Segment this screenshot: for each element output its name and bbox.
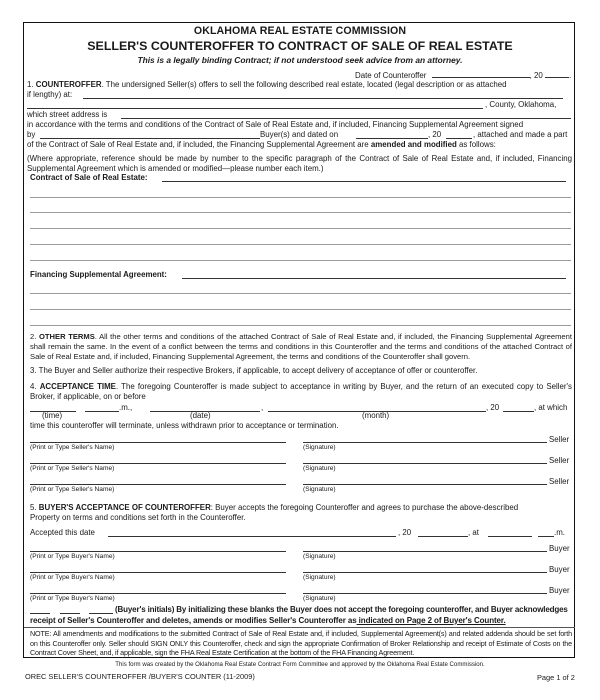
note-divider — [24, 627, 575, 628]
note-text: NOTE: All amendments and modifications to the submitted Contract of Sale of Real Estate and, if included, Supplemental Agreement(s) and related addenda should be set forth on this Counteroffer only. Seller should SIGN ONLY this Counteroffer, check and sign the appropriate Confirmation of Broker Relationship and receipt of Estimate of Costs on the Contract Cover Sheet, and, if applicable, sign the FHA Real Estate Certification at the bottom of the FHA Financing Agreement. — [30, 629, 572, 657]
seller-name-field-2[interactable] — [30, 463, 286, 464]
comma: , — [261, 403, 264, 412]
termination-text: time this counteroffer will terminate, unless withdrawn prior to acceptance or termination. — [30, 421, 339, 430]
year-label: , 20 — [529, 71, 543, 80]
county-label: , County, Oklahoma, — [485, 100, 557, 109]
initials-statement-line2 — [30, 615, 506, 626]
section2-heading: OTHER TERMS — [38, 332, 95, 341]
section4-heading: ACCEPTANCE TIME — [39, 382, 116, 391]
signature-caption: (Signature) — [303, 444, 336, 451]
at-which-label: , at which — [534, 403, 568, 412]
contract-amendment-line-3[interactable] — [30, 228, 571, 229]
date-label: Date of Counteroffer — [355, 71, 427, 80]
street-address-label: which street address is — [27, 110, 108, 119]
buyer-name-field-1[interactable] — [30, 551, 286, 552]
contract-of-sale-field[interactable] — [162, 181, 566, 182]
accepted-year-label: , 20 — [398, 528, 412, 537]
section5-text: : Buyer accepts the foregoing Counteroffer and agrees to purchase the above-described Property on terms and conditions set forth in the Counteroffer. — [30, 503, 519, 522]
financing-amendment-line-1[interactable] — [30, 293, 571, 294]
acceptance-ampm-field[interactable] — [85, 411, 119, 412]
financing-supplemental-label: Financing Supplemental Agreement: — [30, 270, 167, 279]
financing-amendment-line-3[interactable] — [30, 325, 571, 326]
buyers-dated-label: Buyer(s) and dated on — [260, 130, 339, 139]
seller-name-caption: (Print or Type Seller's Name) — [30, 486, 115, 493]
section1-heading: COUNTEROFFER — [35, 80, 102, 89]
accepted-year-field[interactable] — [418, 536, 468, 537]
section3-brokers: 3. The Buyer and Seller authorize their respective Brokers, if applicable, to accept delivery of acceptance of offer or counteroffer. — [30, 366, 478, 375]
contract-year-label: , 20 — [428, 130, 442, 139]
date-of-counteroffer-row: Date of Counteroffer , 20 . — [355, 71, 572, 80]
reference-note: (Where appropriate, reference should be made by number to the specific paragraph of the Contract of Sale of Real Estate and, if included, Financing Supplemental Agreement which is amended or modified—please number each item.) — [27, 154, 572, 173]
contract-date-field[interactable] — [356, 138, 428, 139]
section4-text: . The foregoing Counteroffer is made subject to acceptance in writing by Buyer, and the return of an executed copy to Seller's Broker, if applicable, on or before — [30, 382, 572, 401]
attached-label: , attached and made a part — [473, 130, 568, 139]
page2-reference: indicated on Page 2 of Buyer's Counter. — [356, 616, 506, 625]
buyer-initials-field-1[interactable] — [30, 613, 50, 614]
buyer-names-field[interactable] — [40, 138, 260, 139]
amended-bold: amended and modified — [370, 140, 457, 149]
buyer-name-field-3[interactable] — [30, 593, 286, 594]
seller-signature-field-2[interactable] — [303, 463, 547, 464]
accepted-date-label: Accepted this date — [30, 528, 95, 537]
seller-name-field-1[interactable] — [30, 442, 286, 443]
buyer-name-caption: (Print or Type Buyer's Name) — [30, 553, 115, 560]
form-identifier: OREC SELLER'S COUNTEROFFER /BUYER'S COUNTER (11-2009) — [25, 672, 255, 681]
seller-name-field-3[interactable] — [30, 484, 286, 485]
buyer-initials-field-3[interactable] — [89, 613, 113, 614]
section5-heading: BUYER'S ACCEPTANCE OF COUNTEROFFER — [38, 503, 211, 512]
contract-of-sale-label: Contract of Sale of Real Estate: — [30, 173, 148, 182]
section-number: 1. — [27, 80, 34, 89]
section1-intro — [27, 80, 507, 90]
section1-intro-text: . The undersigned Seller(s) offers to sell the following described real estate, located (legal description or as attached — [101, 80, 507, 89]
seller-name-caption: (Print or Type Seller's Name) — [30, 465, 115, 472]
accepted-time-field[interactable] — [488, 536, 532, 537]
section4-acceptance-time — [30, 382, 572, 402]
date-caption: (date) — [190, 411, 211, 420]
section2-text: . All the other terms and conditions of the attached Contract of Sale of Real Estate and, if included, the Financing Supplemental Agreement shall remain the same. In the event of a conflict between the terms and conditions in this Counteroffer and the terms and conditions of the attached Contract of Sale of Real Estate and, if included, Financing Supplemental Agreement, the terms and conditions of the Counteroffer shall govern. — [30, 332, 572, 361]
buyer-name-caption: (Print or Type Buyer's Name) — [30, 574, 115, 581]
county-field[interactable] — [27, 108, 483, 109]
contract-year-field[interactable] — [446, 138, 472, 139]
financing-supplemental-field[interactable] — [182, 278, 566, 279]
seller-role-label: Seller — [549, 435, 570, 444]
seller-name-caption: (Print or Type Seller's Name) — [30, 444, 115, 451]
signature-caption: (Signature) — [303, 595, 336, 602]
contract-amendment-line-4[interactable] — [30, 244, 571, 245]
section-number: 2. — [30, 332, 37, 341]
acceptance-year-label: , 20 — [486, 403, 500, 412]
form-credit: This form was created by the Oklahoma Real Estate Contract Form Committee and approved by the Oklahoma Real Estate Commission. — [115, 661, 485, 668]
acceptance-year-field[interactable] — [503, 411, 534, 412]
month-caption: (month) — [362, 411, 390, 420]
legal-description-field[interactable] — [83, 98, 563, 99]
contract-amendment-line-2[interactable] — [30, 212, 571, 213]
financing-amendment-line-2[interactable] — [30, 309, 571, 310]
counteroffer-date-field[interactable] — [432, 70, 530, 78]
form-title: SELLER'S COUNTEROFFER TO CONTRACT OF SALE OF REAL ESTATE — [87, 39, 513, 53]
section-number: 4. — [30, 382, 37, 391]
buyer-signature-field-2[interactable] — [303, 572, 547, 573]
signature-caption: (Signature) — [303, 465, 336, 472]
section2-other-terms — [30, 332, 572, 362]
seller-signature-field-1[interactable] — [303, 442, 547, 443]
m-label: .m. — [554, 528, 565, 537]
buyer-signature-field-3[interactable] — [303, 593, 547, 594]
m-label: .m., — [119, 403, 133, 412]
page-number: Page 1 of 2 — [537, 673, 575, 682]
at-label: , at — [468, 528, 479, 537]
contract-amendment-line-1[interactable] — [30, 197, 571, 198]
seller-role-label: Seller — [549, 456, 570, 465]
lengthy-label: if lengthy) at: — [27, 90, 73, 99]
initials-text: receipt of Seller's Counteroffer and deletes, amends or modifies Seller's Counteroffer as — [30, 616, 357, 625]
street-address-field[interactable] — [121, 118, 571, 119]
accepted-ampm-field[interactable] — [538, 536, 554, 537]
amended-line — [27, 140, 496, 150]
signature-caption: (Signature) — [303, 574, 336, 581]
initials-statement-line1: (Buyer's initials) By initializing these blanks the Buyer does not accept the foregoing counteroffer, and Buyer acknowledges — [115, 605, 568, 614]
buyer-role-label: Buyer — [549, 544, 570, 553]
accepted-date-field[interactable] — [108, 536, 396, 537]
buyer-role-label: Buyer — [549, 565, 570, 574]
buyer-initials-field-2[interactable] — [60, 613, 80, 614]
seller-role-label: Seller — [549, 477, 570, 486]
agency-name: OKLAHOMA REAL ESTATE COMMISSION — [193, 25, 407, 37]
amended-pre: of the Contract of Sale of Real Estate and, if included, the Financing Supplemental Agreement are — [27, 140, 371, 149]
buyer-signature-field-1[interactable] — [303, 551, 547, 552]
contract-amendment-line-5[interactable] — [30, 260, 571, 261]
legal-description-row — [27, 90, 72, 100]
time-caption: (time) — [42, 411, 63, 420]
signature-caption: (Signature) — [303, 486, 336, 493]
seller-signature-field-3[interactable] — [303, 484, 547, 485]
signature-caption: (Signature) — [303, 553, 336, 560]
terms-line: in accordance with the terms and conditions of the Contract of Sale of Real Estate and, if included, Financing Supplemental Agreement signed — [27, 120, 524, 129]
legal-warning: This is a legally binding Contract; if not understood seek advice from an attorney. — [137, 55, 463, 65]
amended-post: as follows: — [456, 140, 496, 149]
section5-buyer-acceptance — [30, 503, 540, 523]
section-number: 5. — [30, 503, 37, 512]
buyer-name-caption: (Print or Type Buyer's Name) — [30, 595, 115, 602]
by-label: by — [27, 130, 36, 139]
counteroffer-year-field[interactable] — [545, 70, 569, 78]
buyer-name-field-2[interactable] — [30, 572, 286, 573]
buyer-role-label: Buyer — [549, 586, 570, 595]
